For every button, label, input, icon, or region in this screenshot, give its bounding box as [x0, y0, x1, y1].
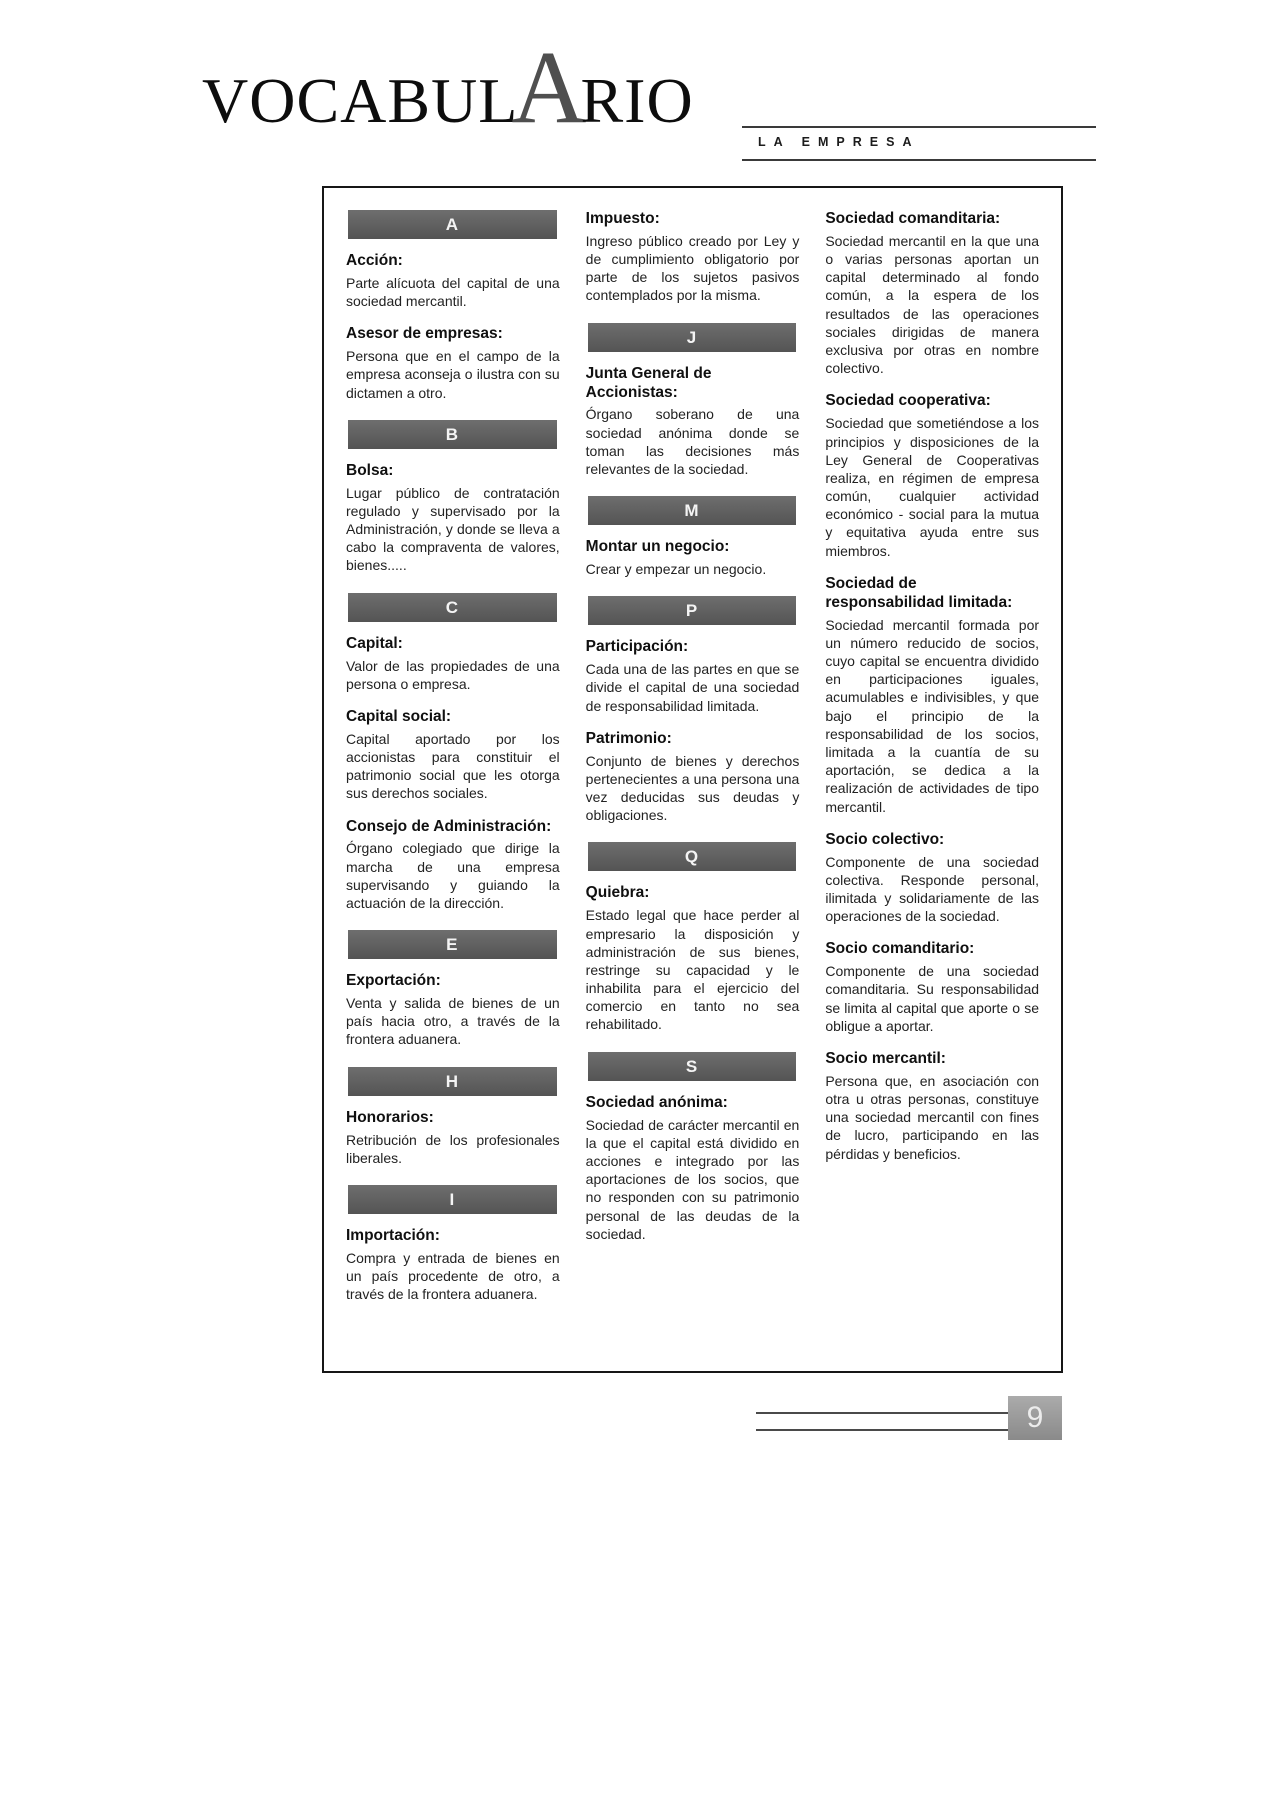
entry-impuesto	[586, 210, 800, 305]
term: Montar un negocio:	[585, 538, 730, 556]
entry-montar-un-negocio	[586, 538, 800, 578]
entry-honorarios	[346, 1109, 560, 1167]
section-letter: P	[685, 601, 699, 621]
page-number: 9	[1026, 1401, 1044, 1434]
glossary-box	[322, 186, 1063, 1373]
definition: Componente de una sociedad comanditaria. Su responsabilidad se limita al capital que aporte o se obligue a aportar.	[825, 963, 1040, 1034]
title-part-2: RIO	[580, 65, 694, 136]
term: Sociedad comanditaria:	[825, 210, 1001, 227]
entry-capital-social	[346, 708, 560, 803]
term: Sociedad anónima:	[585, 1093, 728, 1111]
term: Acción:	[346, 252, 403, 269]
entry-asesor-de-empresas	[346, 325, 560, 401]
entry-socio-mercantil	[825, 1050, 1039, 1163]
term: Socio colectivo:	[825, 830, 945, 848]
entry-patrimonio	[586, 730, 800, 825]
term: Quiebra:	[585, 884, 650, 902]
entry-bolsa	[346, 462, 560, 575]
section-letter: J	[686, 327, 698, 347]
definition: Estado legal que hace perder al empresario la disposición y administración de sus bienes, restringe su capacidad y le inhabilita para el ejercicio del comercio en tanto no sea rehabilitado.	[585, 907, 800, 1033]
entry-sociedad-de-responsabilidad-limitada	[825, 575, 1039, 816]
term: Exportación:	[346, 972, 441, 990]
term: Capital social:	[346, 707, 452, 725]
term: Importación:	[346, 1226, 440, 1244]
section-bar-m	[588, 496, 797, 525]
definition: Retribución de los profesionales liberales.	[346, 1131, 560, 1166]
term: Junta General de Accionistas:	[585, 364, 712, 401]
section-bar-i	[348, 1185, 557, 1214]
term: Capital:	[346, 634, 403, 652]
definition: Sociedad de carácter mercantil en la que el capital está dividido en acciones e integrado por las aportaciones de los socios, que no responden con su patrimonio personal de las deudas de la sociedad.	[585, 1116, 800, 1242]
term: Socio mercantil:	[825, 1050, 946, 1067]
section-bar-h	[348, 1067, 557, 1096]
section-bar-e	[348, 930, 557, 959]
definition: Componente de una sociedad colectiva. Responde personal, ilimitada y solidariamente de las operaciones de la sociedad.	[825, 853, 1040, 925]
term: Participación:	[585, 638, 689, 656]
page-number-badge	[1008, 1396, 1062, 1440]
entry-exportacion	[346, 972, 560, 1048]
definition: Compra y entrada de bienes en un país procedente de otro, a través de la frontera aduanera.	[346, 1249, 560, 1303]
definition: Capital aportado por los accionistas para constituir el patrimonio social que les otorga sus derechos sociales.	[346, 730, 560, 802]
definition: Órgano colegiado que dirige la marcha de una empresa supervisando y guiando la actuación de la dirección.	[346, 840, 560, 911]
section-letter: C	[445, 597, 459, 617]
definition: Ingreso público creado por Ley y de cumplimiento obligatorio por parte de los sujetos pasivos contemplados por la misma.	[585, 232, 800, 304]
section-bar-q	[588, 842, 797, 871]
entry-junta-general-de-accionistas	[586, 365, 800, 479]
definition: Órgano soberano de una sociedad anónima donde se toman las decisiones más relevantes de la sociedad.	[585, 406, 800, 478]
section-letter: H	[445, 1071, 459, 1091]
page-title	[202, 28, 694, 147]
definition: Venta y salida de bienes de un país hacia otro, a través de la frontera aduanera.	[346, 995, 560, 1048]
definition: Crear y empezar un negocio.	[585, 561, 767, 578]
section-letter: E	[446, 935, 459, 955]
entry-participacion	[586, 638, 800, 714]
definition: Cada una de las partes en que se divide el capital de una sociedad de responsabilidad limitada.	[585, 661, 800, 714]
header-rule-bottom	[742, 159, 1096, 161]
definition: Sociedad que sometiéndose a los principios y disposiciones de la Ley General de Cooperativas realiza, en régimen de empresa común, cualquier actividad económico - social para la mutua y equitativa ayuda entre sus miembros.	[825, 415, 1040, 559]
definition: Conjunto de bienes y derechos pertenecientes a una persona una vez deducidas sus deudas y obligaciones.	[585, 752, 800, 824]
term: Socio comanditario:	[825, 940, 975, 958]
section-bar-b	[348, 420, 557, 449]
term: Consejo de Administración:	[346, 817, 552, 835]
definition: Persona que en el campo de la empresa aconseja o ilustra con su dictamen a otro.	[346, 348, 560, 401]
entry-importacion	[346, 1227, 560, 1303]
section-letter: Q	[684, 847, 700, 867]
section-letter: S	[685, 1056, 699, 1076]
section-letter: M	[684, 501, 700, 521]
glossary-column-2	[586, 208, 800, 1351]
section-bar-a	[348, 210, 557, 239]
section-letter: A	[445, 215, 459, 234]
term: Bolsa:	[346, 461, 394, 479]
section-subtitle: LA EMPRESA	[758, 135, 920, 149]
header-rule-top	[742, 126, 1096, 128]
glossary-column-3	[825, 208, 1039, 1351]
entry-socio-comanditario	[825, 940, 1039, 1035]
entry-socio-colectivo	[825, 831, 1039, 926]
definition: Valor de las propiedades de una persona o empresa.	[346, 657, 560, 692]
title-part-1: VOCABUL	[202, 65, 519, 136]
term: Honorarios:	[346, 1108, 434, 1126]
term: Asesor de empresas:	[346, 325, 503, 343]
section-bar-p	[588, 596, 797, 625]
glossary-column-1	[346, 208, 560, 1351]
term: Sociedad cooperativa:	[825, 392, 991, 410]
definition: Lugar público de contratación regulado y supervisado por la Administración, y donde se lleva a cabo la compraventa de valores, bienes.....	[346, 484, 560, 574]
term: Sociedad de responsabilidad limitada:	[825, 574, 1013, 611]
entry-sociedad-comanditaria	[825, 210, 1039, 377]
definition: Sociedad mercantil formada por un número reducido de socios, cuyo capital se encuentra dividido en participaciones iguales, acumulables e indivisibles, y que bajo el principio de la responsabilidad de los socios, limitada a la cuantía de su aportación, se dedica a la realización de actividades de tipo mercantil.	[825, 616, 1040, 815]
entry-quiebra	[586, 884, 800, 1033]
section-bar-c	[348, 593, 557, 622]
section-bar-j	[588, 323, 797, 352]
section-letter: I	[449, 1189, 456, 1209]
definition: Persona que, en asociación con otra u otras personas, constituye una sociedad mercantil con fines de lucro, participando en las pérdidas y beneficios.	[825, 1072, 1040, 1162]
entry-sociedad-cooperativa	[825, 392, 1039, 559]
term: Patrimonio:	[585, 729, 672, 747]
definition: Parte alícuota del capital de una sociedad mercantil.	[346, 274, 560, 310]
entry-accion	[346, 252, 560, 310]
entry-capital	[346, 635, 560, 693]
footer-rule-bottom	[756, 1429, 1008, 1431]
title-accent-letter: A	[511, 30, 588, 145]
section-bar-s	[588, 1052, 797, 1081]
section-letter: B	[445, 424, 459, 444]
term: Impuesto:	[585, 210, 660, 227]
entry-consejo-de-administracion	[346, 818, 560, 913]
entry-sociedad-anonima	[586, 1094, 800, 1243]
footer-rule-top	[756, 1412, 1008, 1414]
definition: Sociedad mercantil en la que una o varias personas aportan un capital determinado al fondo común, a la espera de los resultados de las operaciones sociales dirigidas de manera exclusiva por otras en nombre colectivo.	[825, 232, 1040, 377]
